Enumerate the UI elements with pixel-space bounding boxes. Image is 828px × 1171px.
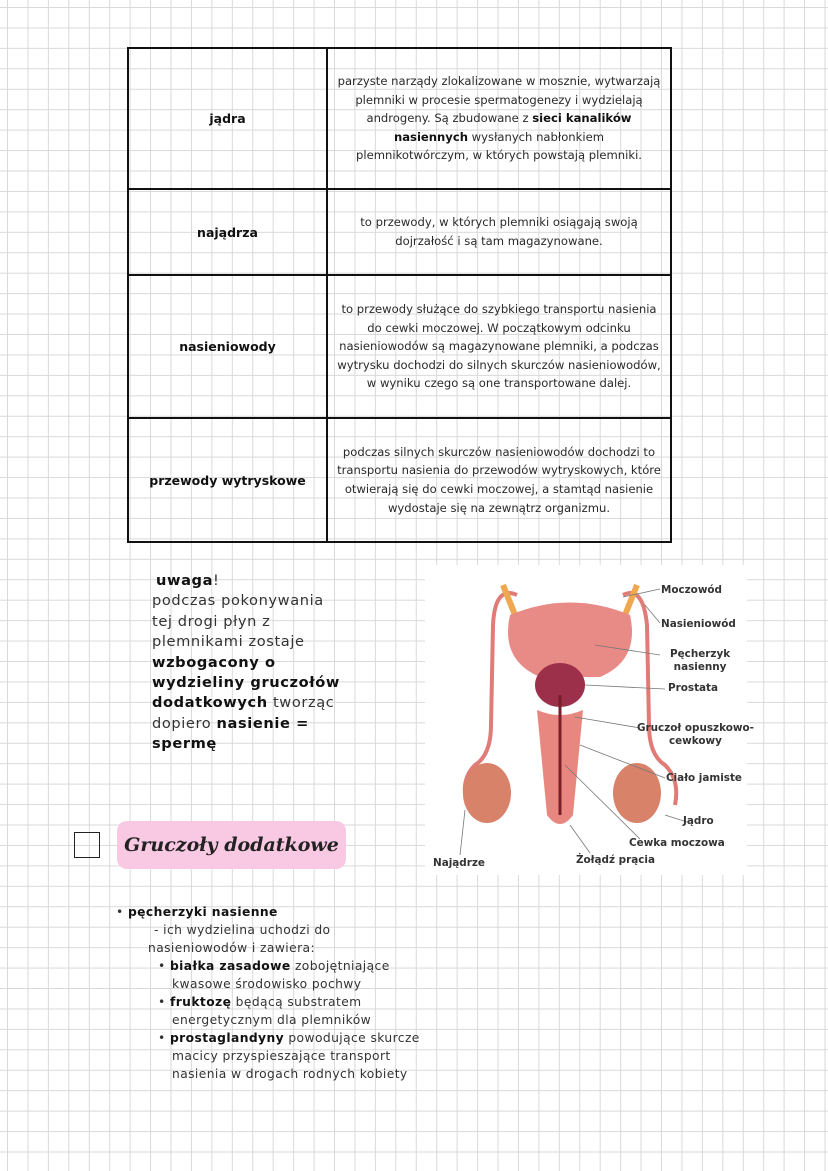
- note-exclaim: !: [213, 572, 220, 589]
- description-cell: [328, 49, 670, 188]
- label-prostata: Prostata: [668, 682, 719, 694]
- list-text: energetycznym dla plemników: [172, 1013, 372, 1027]
- term-cell: jądra: [129, 49, 328, 188]
- label-pecherzyk: [670, 648, 730, 673]
- label-nasieniowod: Nasieniowód: [661, 618, 736, 630]
- anatomy-illustration: [425, 565, 747, 875]
- note-line: tej drogi płyn z: [152, 612, 271, 630]
- label-moczowod: Moczowód: [661, 584, 722, 596]
- table-row: [129, 274, 670, 417]
- label-cialo-jamiste: Ciało jamiste: [666, 772, 742, 784]
- organs-table: [127, 47, 672, 543]
- list-text: kwasowe środowisko pochwy: [172, 977, 362, 991]
- note-bold: dodatkowych: [152, 694, 268, 712]
- section-title: Gruczoły dodatkowe: [117, 821, 346, 869]
- list-bold: prostaglandyny: [169, 1031, 285, 1045]
- list-text: macicy przyspieszające transport: [172, 1049, 391, 1063]
- bullet-icon: •: [158, 959, 170, 973]
- label-najadrze: Najądrze: [433, 857, 485, 869]
- bullet-icon: •: [116, 905, 128, 919]
- term-cell: nasieniowody: [129, 276, 328, 417]
- table-row: [129, 188, 670, 274]
- list-bold: białka zasadowe: [169, 959, 291, 973]
- list-text: będącą substratem: [231, 995, 362, 1009]
- list-text: - ich wydzielina uchodzi do: [154, 923, 331, 937]
- description-text: wysłanych nabłonkiem plemnikotwórczym, w których powstają plemniki.: [356, 129, 642, 163]
- description-text: parzyste narządy zlokalizowane w mosznie, wytwarzają plemniki w procesie spermatogenezy i wydzielają androgeny. Są zbudowane z: [337, 74, 661, 126]
- list-item-title: pęcherzyki nasienne: [127, 905, 278, 919]
- label-line: Gruczoł opuszkowo-: [637, 722, 754, 734]
- label-line: Pęcherzyk: [670, 648, 731, 660]
- label-jadro: Jądro: [683, 815, 714, 827]
- list-text: powodujące skurcze: [284, 1031, 420, 1045]
- list-bold: fruktozę: [169, 995, 232, 1009]
- label-line: cewkowy: [668, 734, 722, 747]
- term-cell: przewody wytryskowe: [129, 419, 328, 541]
- term-cell: najądrza: [129, 190, 328, 274]
- note-line: wydzieliny gruczołów: [152, 674, 340, 692]
- bullet-icon: •: [158, 995, 170, 1009]
- note-line: plemnikami zostaje: [152, 633, 305, 651]
- note-text: [152, 571, 340, 755]
- table-row: [129, 49, 670, 188]
- list-text: nasieniowodów i zawiera:: [148, 941, 316, 955]
- section-checkbox[interactable]: [74, 832, 100, 858]
- table-row: [129, 417, 670, 541]
- note-line: spermę: [152, 735, 217, 753]
- description-cell: to przewody, w których plemniki osiągają swoją dojrzałość i są tam magazynowane.: [360, 215, 638, 248]
- bullet-icon: •: [158, 1031, 170, 1045]
- reproductive-system-diagram: [425, 565, 754, 875]
- list-text: zobojętniające: [290, 959, 390, 973]
- note-heading: uwaga: [156, 572, 214, 589]
- note-bold: nasienie =: [216, 714, 309, 732]
- label-gruczol: [637, 722, 754, 747]
- description-bold: sieci kanalików nasiennych: [393, 111, 632, 144]
- description-cell: to przewody służące do szybkiego transportu nasienia do cewki moczowej. W początkowym odcinku nasieniowodów są magazynowane plemniki, a podczas wytrysku dochodzi do silnych skurczów nasieniowodów, w wyniku czego są one transportowane dalej.: [337, 302, 661, 391]
- glands-list: [116, 903, 420, 1083]
- label-cewka: Cewka moczowa: [629, 837, 725, 849]
- list-text: nasienia w drogach rodnych kobiety: [172, 1067, 408, 1081]
- note-line: dopiero: [152, 714, 217, 732]
- label-zoladz: Żołądź prącia: [576, 854, 655, 866]
- note-line: tworząc: [267, 694, 335, 712]
- description-cell: podczas silnych skurczów nasieniowodów dochodzi to transportu nasienia do przewodów wytryskowych, które otwierają się do cewki moczowej, a stamtąd nasienie wydostaje się na zewnątrz organizmu.: [337, 444, 661, 515]
- note-line: podczas pokonywania: [152, 592, 324, 610]
- note-line: wzbogacony o: [152, 653, 276, 671]
- label-line: nasienny: [673, 660, 727, 673]
